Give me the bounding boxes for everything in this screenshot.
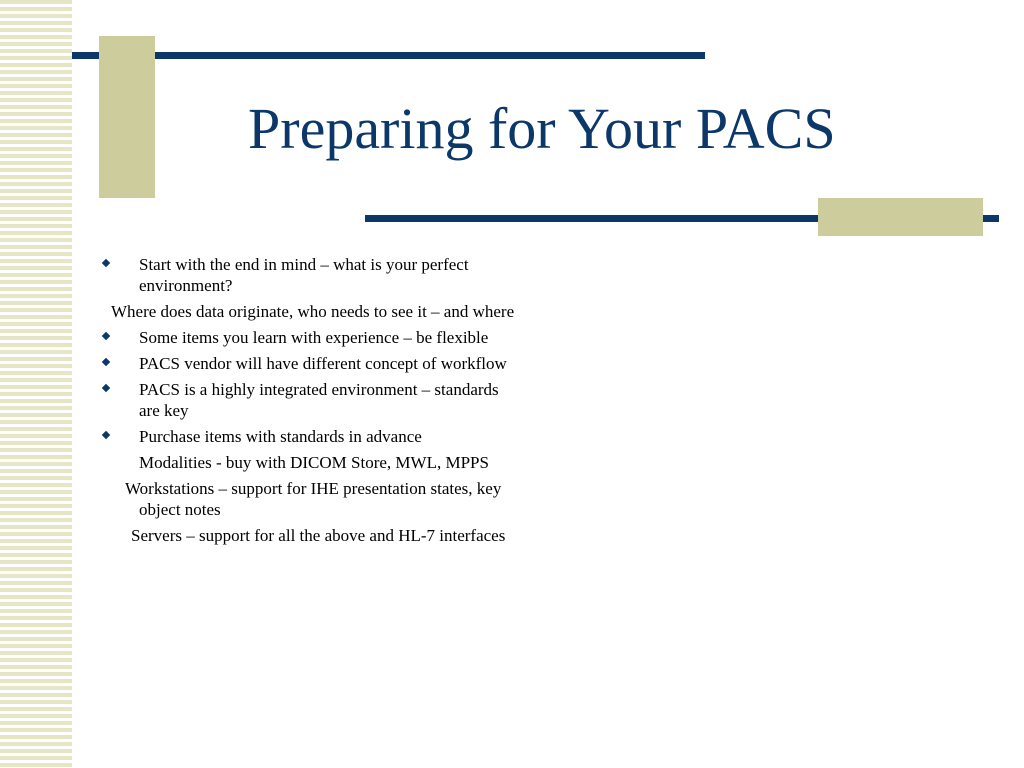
bullet-item <box>97 254 517 296</box>
bullet-item <box>97 379 517 421</box>
bullet-list <box>97 254 517 551</box>
sub-item <box>97 478 517 520</box>
decorative-stripes <box>0 0 72 768</box>
sub-item <box>97 452 517 473</box>
top-rule <box>72 52 705 59</box>
diamond-bullet-icon <box>102 259 110 267</box>
bullet-text: Workstations – support for IHE presentation states, key object notes <box>125 479 502 519</box>
diamond-bullet-icon <box>102 384 110 392</box>
bullet-text: Where does data originate, who needs to see it – and where <box>111 302 515 321</box>
bullet-text: Modalities - buy with DICOM Store, MWL, MPPS <box>139 453 489 472</box>
diamond-bullet-icon <box>102 332 110 340</box>
bullet-text: Start with the end in mind – what is your perfect environment? <box>139 255 469 295</box>
bullet-item <box>97 327 517 348</box>
slide-title: Preparing for Your PACS <box>248 96 836 161</box>
sub-item <box>97 301 517 322</box>
accent-block-horizontal <box>818 198 983 236</box>
bullet-text: Some items you learn with experience – be flexible <box>139 328 489 347</box>
bullet-item <box>97 426 517 447</box>
bullet-text: PACS is a highly integrated environment – standards are key <box>139 380 499 420</box>
diamond-bullet-icon <box>102 431 110 439</box>
bullet-text: PACS vendor will have different concept of workflow <box>139 354 507 373</box>
bullet-item <box>97 353 517 374</box>
accent-block-vertical <box>99 36 155 198</box>
sub-item <box>97 525 517 546</box>
bullet-text: Purchase items with standards in advance <box>139 427 422 446</box>
bullet-text: Servers – support for all the above and HL-7 interfaces <box>131 526 506 545</box>
diamond-bullet-icon <box>102 358 110 366</box>
